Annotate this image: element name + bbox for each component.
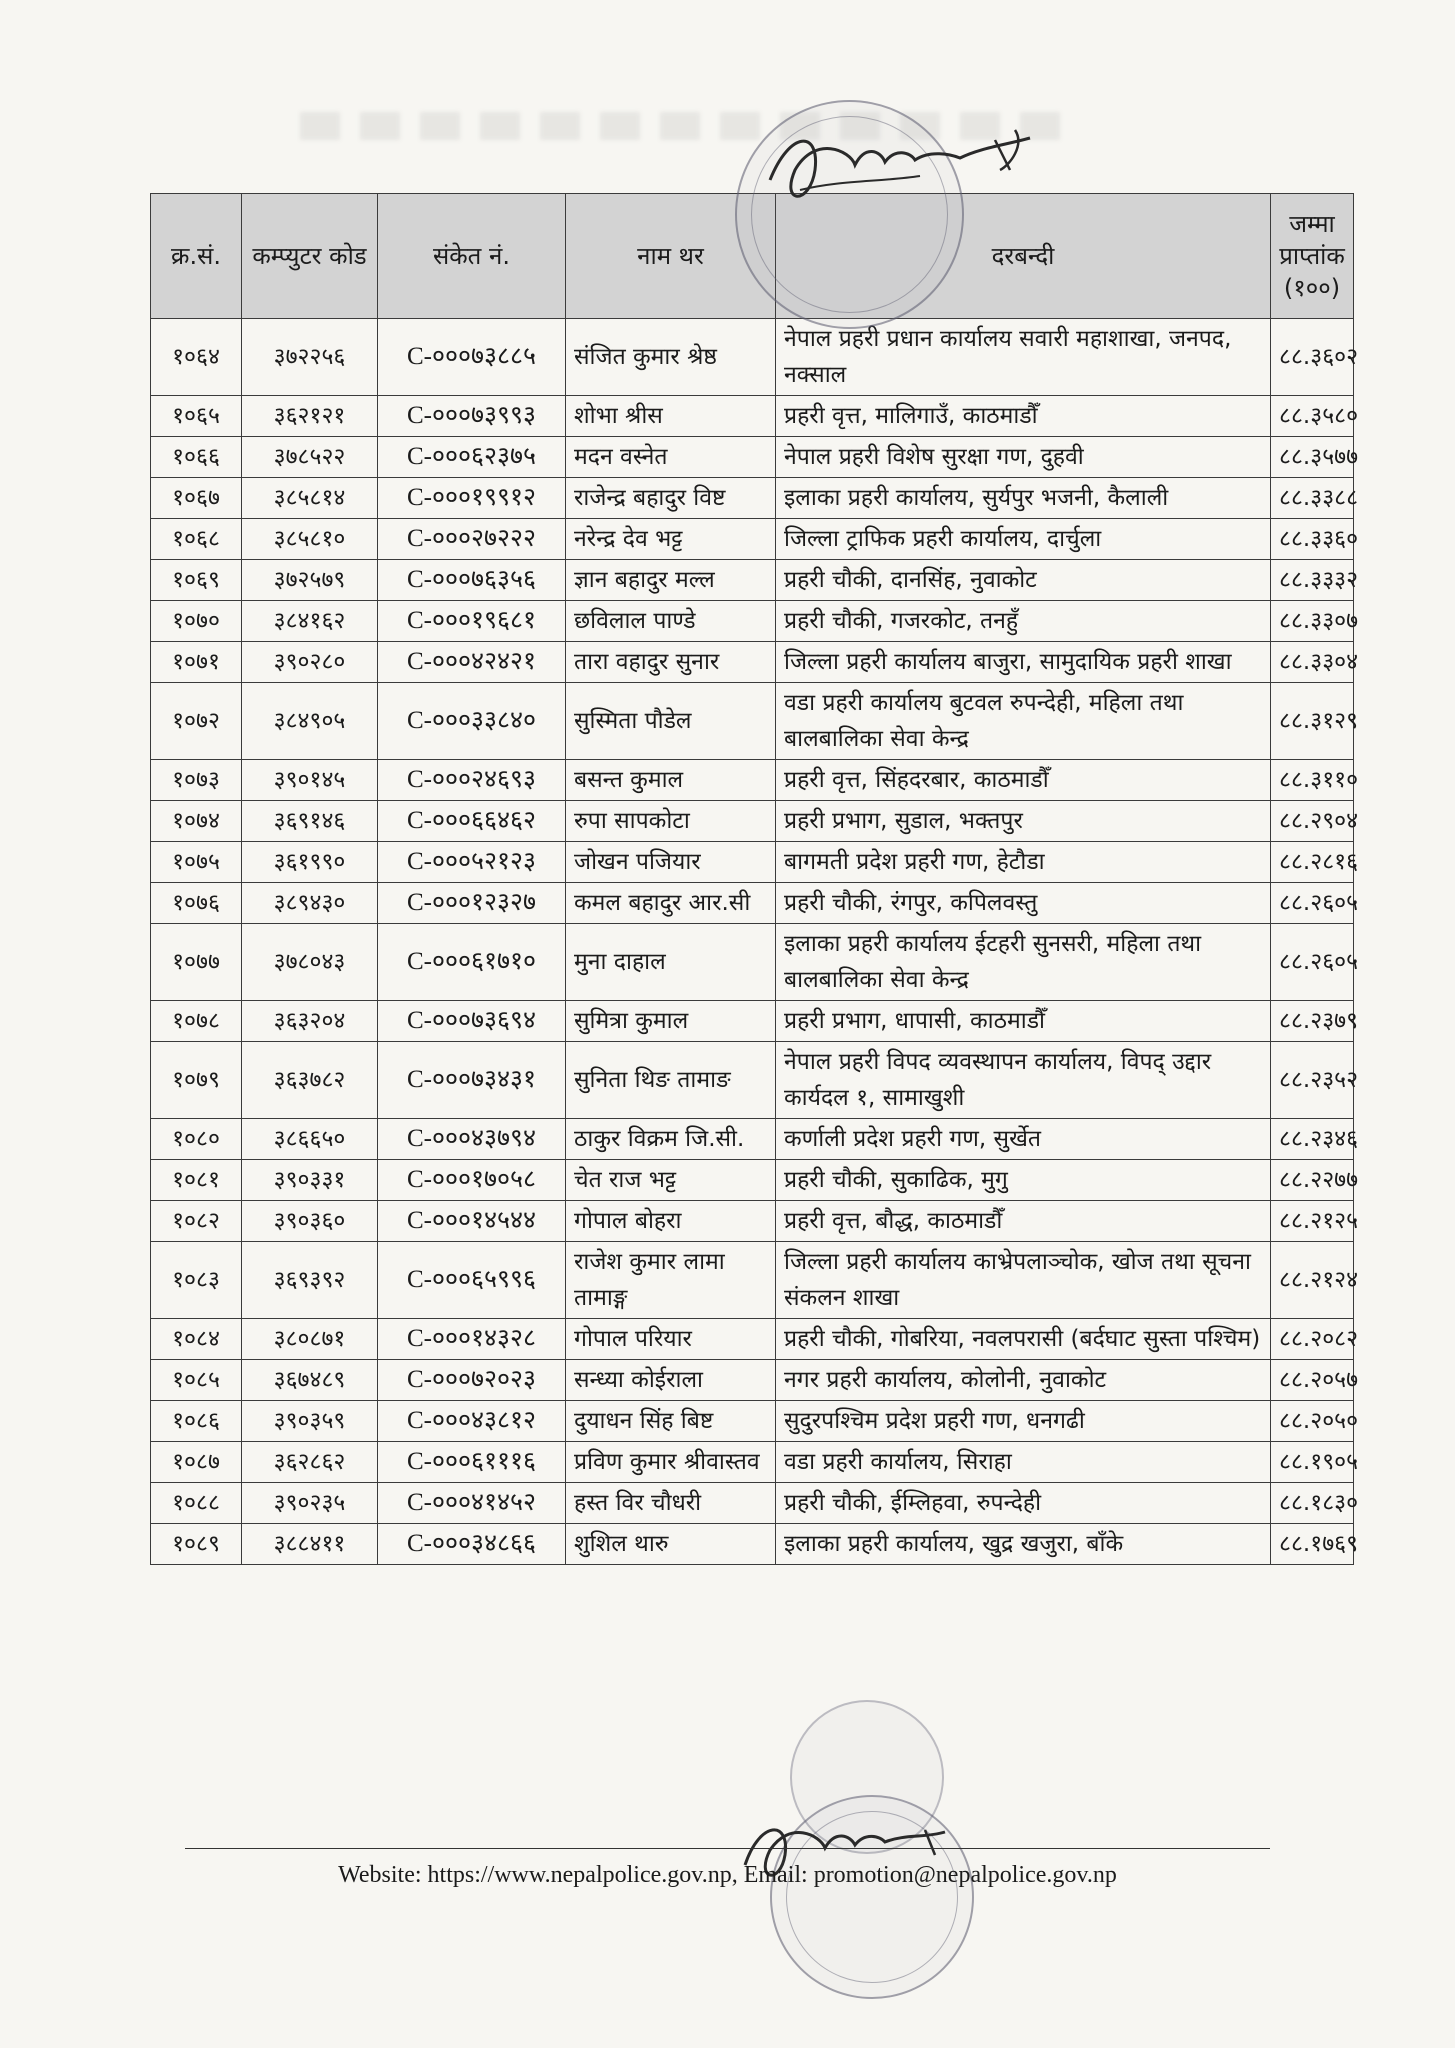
cell-name: संजित कुमार श्रेष्ठ xyxy=(566,319,776,396)
table-row xyxy=(151,519,1354,560)
cell-serial-number: १०६६ xyxy=(151,437,242,478)
cell-name: जोखन पजियार xyxy=(566,842,776,883)
cell-computer-code: ३६९३९२ xyxy=(242,1242,378,1319)
cell-computer-code: ३७८०४३ xyxy=(242,924,378,1001)
cell-total-score: ८८.१८३० xyxy=(1271,1483,1354,1524)
cell-total-score: ८८.२३७९ xyxy=(1271,1001,1354,1042)
cell-name: ठाकुर विक्रम जि.सी. xyxy=(566,1119,776,1160)
cell-total-score: ८८.२३४६ xyxy=(1271,1119,1354,1160)
cell-post: प्रहरी वृत्त, बौद्ध, काठमाडौँ xyxy=(776,1201,1271,1242)
table-row xyxy=(151,1160,1354,1201)
cell-symbol-number: C-०००६१११६ xyxy=(378,1442,566,1483)
cell-name: तारा वहादुर सुनार xyxy=(566,642,776,683)
footer-contact: Website: https://www.nepalpolice.gov.np, Email: promotion@nepalpolice.gov.np xyxy=(338,1862,1117,1888)
cell-symbol-number: C-०००२४६९३ xyxy=(378,760,566,801)
cell-post: प्रहरी वृत्त, सिंहदरबार, काठमाडौँ xyxy=(776,760,1271,801)
cell-symbol-number: C-०००४३७९४ xyxy=(378,1119,566,1160)
cell-symbol-number: C-०००३४८६६ xyxy=(378,1524,566,1565)
cell-total-score: ८८.२०८२ xyxy=(1271,1319,1354,1360)
cell-serial-number: १०७७ xyxy=(151,924,242,1001)
table-row xyxy=(151,683,1354,760)
cell-serial-number: १०७० xyxy=(151,601,242,642)
table-row xyxy=(151,1524,1354,1565)
cell-symbol-number: C-०००४२४२१ xyxy=(378,642,566,683)
footer-divider xyxy=(185,1848,1270,1849)
cell-post: प्रहरी प्रभाग, सुडाल, भक्तपुर xyxy=(776,801,1271,842)
cell-computer-code: ३७८५२२ xyxy=(242,437,378,478)
cell-computer-code: ३९०३५९ xyxy=(242,1401,378,1442)
cell-symbol-number: C-०००७३४३१ xyxy=(378,1042,566,1119)
cell-post: इलाका प्रहरी कार्यालय, सुर्यपुर भजनी, कैलाली xyxy=(776,478,1271,519)
cell-serial-number: १०७८ xyxy=(151,1001,242,1042)
cell-post: नगर प्रहरी कार्यालय, कोलोनी, नुवाकोट xyxy=(776,1360,1271,1401)
cell-name: शुशिल थारु xyxy=(566,1524,776,1565)
cell-post: नेपाल प्रहरी विपद व्यवस्थापन कार्यालय, विपद् उद्दार कार्यदल १, सामाखुशी xyxy=(776,1042,1271,1119)
cell-symbol-number: C-०००४३८१२ xyxy=(378,1401,566,1442)
cell-symbol-number: C-०००१४३२८ xyxy=(378,1319,566,1360)
cell-computer-code: ३६९१४६ xyxy=(242,801,378,842)
cell-computer-code: ३६३२०४ xyxy=(242,1001,378,1042)
table-row xyxy=(151,1242,1354,1319)
cell-total-score: ८८.३५७७ xyxy=(1271,437,1354,478)
cell-serial-number: १०८५ xyxy=(151,1360,242,1401)
header-computer-code: कम्प्युटर कोड xyxy=(242,194,378,319)
cell-serial-number: १०७५ xyxy=(151,842,242,883)
cell-symbol-number: C-०००७३९९३ xyxy=(378,396,566,437)
cell-symbol-number: C-०००५२१२३ xyxy=(378,842,566,883)
table-row xyxy=(151,319,1354,396)
cell-computer-code: ३७२५७९ xyxy=(242,560,378,601)
cell-post: प्रहरी प्रभाग, धापासी, काठमाडौँ xyxy=(776,1001,1271,1042)
results-table xyxy=(150,193,1359,1565)
cell-symbol-number: C-०००१४५४४ xyxy=(378,1201,566,1242)
cell-computer-code: ३६७४८९ xyxy=(242,1360,378,1401)
cell-post: इलाका प्रहरी कार्यालय ईटहरी सुनसरी, महिला तथा बालबालिका सेवा केन्द्र xyxy=(776,924,1271,1001)
cell-computer-code: ३८०८७१ xyxy=(242,1319,378,1360)
cell-post: नेपाल प्रहरी विशेष सुरक्षा गण, दुहवी xyxy=(776,437,1271,478)
cell-serial-number: १०७९ xyxy=(151,1042,242,1119)
header-symbol-number: संकेत नं. xyxy=(378,194,566,319)
cell-serial-number: १०६७ xyxy=(151,478,242,519)
cell-symbol-number: C-०००१९६८१ xyxy=(378,601,566,642)
cell-name: मदन वस्नेत xyxy=(566,437,776,478)
cell-post: प्रहरी चौकी, दानसिंह, नुवाकोट xyxy=(776,560,1271,601)
table-row xyxy=(151,1442,1354,1483)
header-post: दरबन्दी xyxy=(776,194,1271,319)
cell-serial-number: १०७२ xyxy=(151,683,242,760)
cell-post: सुदुरपश्चिम प्रदेश प्रहरी गण, धनगढी xyxy=(776,1401,1271,1442)
table-row xyxy=(151,924,1354,1001)
table-row xyxy=(151,801,1354,842)
cell-symbol-number: C-०००४१४५२ xyxy=(378,1483,566,1524)
cell-serial-number: १०७१ xyxy=(151,642,242,683)
cell-name: सुनिता थिङ तामाङ xyxy=(566,1042,776,1119)
cell-name: राजेन्द्र बहादुर विष्ट xyxy=(566,478,776,519)
table-row xyxy=(151,396,1354,437)
cell-total-score: ८८.३१२९ xyxy=(1271,683,1354,760)
cell-serial-number: १०८३ xyxy=(151,1242,242,1319)
cell-total-score: ८८.२६०५ xyxy=(1271,924,1354,1001)
cell-serial-number: १०६४ xyxy=(151,319,242,396)
cell-symbol-number: C-०००७२०२३ xyxy=(378,1360,566,1401)
cell-computer-code: ३८५८१० xyxy=(242,519,378,560)
cell-name: हस्त विर चौधरी xyxy=(566,1483,776,1524)
cell-post: कर्णाली प्रदेश प्रहरी गण, सुर्खेत xyxy=(776,1119,1271,1160)
cell-computer-code: ३९०३३१ xyxy=(242,1160,378,1201)
cell-name: सन्ध्या कोईराला xyxy=(566,1360,776,1401)
header-sn: क्र.सं. xyxy=(151,194,242,319)
cell-symbol-number: C-०००७६३५६ xyxy=(378,560,566,601)
cell-serial-number: १०८९ xyxy=(151,1524,242,1565)
table-row xyxy=(151,478,1354,519)
cell-computer-code: ३७२२५६ xyxy=(242,319,378,396)
cell-post: बागमती प्रदेश प्रहरी गण, हेटौडा xyxy=(776,842,1271,883)
cell-symbol-number: C-०००६५९९६ xyxy=(378,1242,566,1319)
cell-symbol-number: C-०००६२३७५ xyxy=(378,437,566,478)
cell-total-score: ८८.३३०४ xyxy=(1271,642,1354,683)
cell-name: सुस्मिता पौडेल xyxy=(566,683,776,760)
cell-computer-code: ३८६६५० xyxy=(242,1119,378,1160)
table-row xyxy=(151,1483,1354,1524)
cell-name: दुयाधन सिंह बिष्ट xyxy=(566,1401,776,1442)
table-body xyxy=(151,319,1359,1565)
cell-symbol-number: C-०००६१७१० xyxy=(378,924,566,1001)
cell-post: इलाका प्रहरी कार्यालय, खुद्र खजुरा, बाँके xyxy=(776,1524,1271,1565)
cell-computer-code: ३८५८१४ xyxy=(242,478,378,519)
cell-computer-code: ३८९४३० xyxy=(242,883,378,924)
cell-name: सुमित्रा कुमाल xyxy=(566,1001,776,1042)
cell-post: वडा प्रहरी कार्यालय, सिराहा xyxy=(776,1442,1271,1483)
cell-name: रुपा सापकोटा xyxy=(566,801,776,842)
cell-serial-number: १०६८ xyxy=(151,519,242,560)
table-row xyxy=(151,760,1354,801)
cell-name: प्रविण कुमार श्रीवास्तव xyxy=(566,1442,776,1483)
cell-symbol-number: C-०००२७२२२ xyxy=(378,519,566,560)
table-row xyxy=(151,842,1354,883)
table-row xyxy=(151,1401,1354,1442)
cell-computer-code: ३६२८६२ xyxy=(242,1442,378,1483)
cell-computer-code: ३६२१२१ xyxy=(242,396,378,437)
table-row xyxy=(151,883,1354,924)
cell-name: शोभा श्रीस xyxy=(566,396,776,437)
cell-post: प्रहरी चौकी, रंगपुर, कपिलवस्तु xyxy=(776,883,1271,924)
cell-serial-number: १०८२ xyxy=(151,1201,242,1242)
table-row xyxy=(151,1319,1354,1360)
cell-name: गोपाल परियार xyxy=(566,1319,776,1360)
header-total-score: जम्मा प्राप्तांक (१००) xyxy=(1271,194,1354,319)
table-row xyxy=(151,1201,1354,1242)
cell-post: प्रहरी चौकी, गजरकोट, तनहुँ xyxy=(776,601,1271,642)
cell-total-score: ८८.२०५० xyxy=(1271,1401,1354,1442)
table-row xyxy=(151,1360,1354,1401)
cell-post: प्रहरी चौकी, सुकाढिक, मुगु xyxy=(776,1160,1271,1201)
cell-post: प्रहरी चौकी, ईम्लिहवा, रुपन्देही xyxy=(776,1483,1271,1524)
cell-name: गोपाल बोहरा xyxy=(566,1201,776,1242)
cell-symbol-number: C-०००१२३२७ xyxy=(378,883,566,924)
cell-serial-number: १०८४ xyxy=(151,1319,242,1360)
cell-serial-number: १०८० xyxy=(151,1119,242,1160)
cell-serial-number: १०७३ xyxy=(151,760,242,801)
cell-total-score: ८८.१७६९ xyxy=(1271,1524,1354,1565)
cell-total-score: ८८.२१२५ xyxy=(1271,1201,1354,1242)
cell-serial-number: १०६९ xyxy=(151,560,242,601)
cell-total-score: ८८.२६०५ xyxy=(1271,883,1354,924)
cell-symbol-number: C-०००१९९१२ xyxy=(378,478,566,519)
cell-name: ज्ञान बहादुर मल्ल xyxy=(566,560,776,601)
cell-post: जिल्ला ट्राफिक प्रहरी कार्यालय, दार्चुला xyxy=(776,519,1271,560)
cell-serial-number: १०७६ xyxy=(151,883,242,924)
cell-total-score: ८८.३५८० xyxy=(1271,396,1354,437)
table-row xyxy=(151,1042,1354,1119)
cell-total-score: ८८.१९०५ xyxy=(1271,1442,1354,1483)
cell-symbol-number: C-०००७३८८५ xyxy=(378,319,566,396)
cell-computer-code: ३८४१६२ xyxy=(242,601,378,642)
cell-total-score: ८८.२३५२ xyxy=(1271,1042,1354,1119)
cell-computer-code: ३८४९०५ xyxy=(242,683,378,760)
table-row xyxy=(151,1001,1354,1042)
cell-serial-number: १०८६ xyxy=(151,1401,242,1442)
cell-total-score: ८८.२०५७ xyxy=(1271,1360,1354,1401)
cell-name: मुना दाहाल xyxy=(566,924,776,1001)
cell-computer-code: ३८८४११ xyxy=(242,1524,378,1565)
cell-serial-number: १०७४ xyxy=(151,801,242,842)
cell-total-score: ८८.२२७७ xyxy=(1271,1160,1354,1201)
cell-total-score: ८८.३११० xyxy=(1271,760,1354,801)
cell-computer-code: ३९०१४५ xyxy=(242,760,378,801)
header-name: नाम थर xyxy=(566,194,776,319)
cell-total-score: ८८.२८१६ xyxy=(1271,842,1354,883)
cell-total-score: ८८.३३३२ xyxy=(1271,560,1354,601)
cell-post: प्रहरी चौकी, गोबरिया, नवलपरासी (बर्दघाट सुस्ता पश्चिम) xyxy=(776,1319,1271,1360)
cell-computer-code: ३९०२३५ xyxy=(242,1483,378,1524)
table-row xyxy=(151,601,1354,642)
cell-name: चेत राज भट्ट xyxy=(566,1160,776,1201)
cell-post: वडा प्रहरी कार्यालय बुटवल रुपन्देही, महिला तथा बालबालिका सेवा केन्द्र xyxy=(776,683,1271,760)
cell-symbol-number: C-०००७३६९४ xyxy=(378,1001,566,1042)
cell-post: जिल्ला प्रहरी कार्यालय काभ्रेपलाञ्चोक, खोज तथा सूचना संकलन शाखा xyxy=(776,1242,1271,1319)
cell-name: कमल बहादुर आर.सी xyxy=(566,883,776,924)
table-row xyxy=(151,560,1354,601)
cell-total-score: ८८.२९०४ xyxy=(1271,801,1354,842)
cell-computer-code: ३६१९९० xyxy=(242,842,378,883)
cell-computer-code: ३९०२८० xyxy=(242,642,378,683)
cell-computer-code: ३९०३६० xyxy=(242,1201,378,1242)
cell-name: नरेन्द्र देव भट्ट xyxy=(566,519,776,560)
cell-total-score: ८८.३३६० xyxy=(1271,519,1354,560)
signature-top xyxy=(760,110,1090,230)
table-row xyxy=(151,1119,1354,1160)
cell-post: प्रहरी वृत्त, मालिगाउँ, काठमाडौँ xyxy=(776,396,1271,437)
table-row xyxy=(151,642,1354,683)
cell-computer-code: ३६३७८२ xyxy=(242,1042,378,1119)
cell-serial-number: १०८१ xyxy=(151,1160,242,1201)
cell-symbol-number: C-०००१७०५८ xyxy=(378,1160,566,1201)
table-row xyxy=(151,437,1354,478)
cell-serial-number: १०६५ xyxy=(151,396,242,437)
cell-symbol-number: C-०००३३८४० xyxy=(378,683,566,760)
cell-name: बसन्त कुमाल xyxy=(566,760,776,801)
cell-serial-number: १०८७ xyxy=(151,1442,242,1483)
cell-name: राजेश कुमार लामा तामाङ्ग xyxy=(566,1242,776,1319)
cell-total-score: ८८.३३०७ xyxy=(1271,601,1354,642)
cell-total-score: ८८.२१२४ xyxy=(1271,1242,1354,1319)
cell-total-score: ८८.३६०२ xyxy=(1271,319,1354,396)
cell-symbol-number: C-०००६६४६२ xyxy=(378,801,566,842)
cell-post: नेपाल प्रहरी प्रधान कार्यालय सवारी महाशाखा, जनपद, नक्साल xyxy=(776,319,1271,396)
cell-serial-number: १०८८ xyxy=(151,1483,242,1524)
cell-total-score: ८८.३३८८ xyxy=(1271,478,1354,519)
cell-post: जिल्ला प्रहरी कार्यालय बाजुरा, सामुदायिक प्रहरी शाखा xyxy=(776,642,1271,683)
cell-name: छविलाल पाण्डे xyxy=(566,601,776,642)
